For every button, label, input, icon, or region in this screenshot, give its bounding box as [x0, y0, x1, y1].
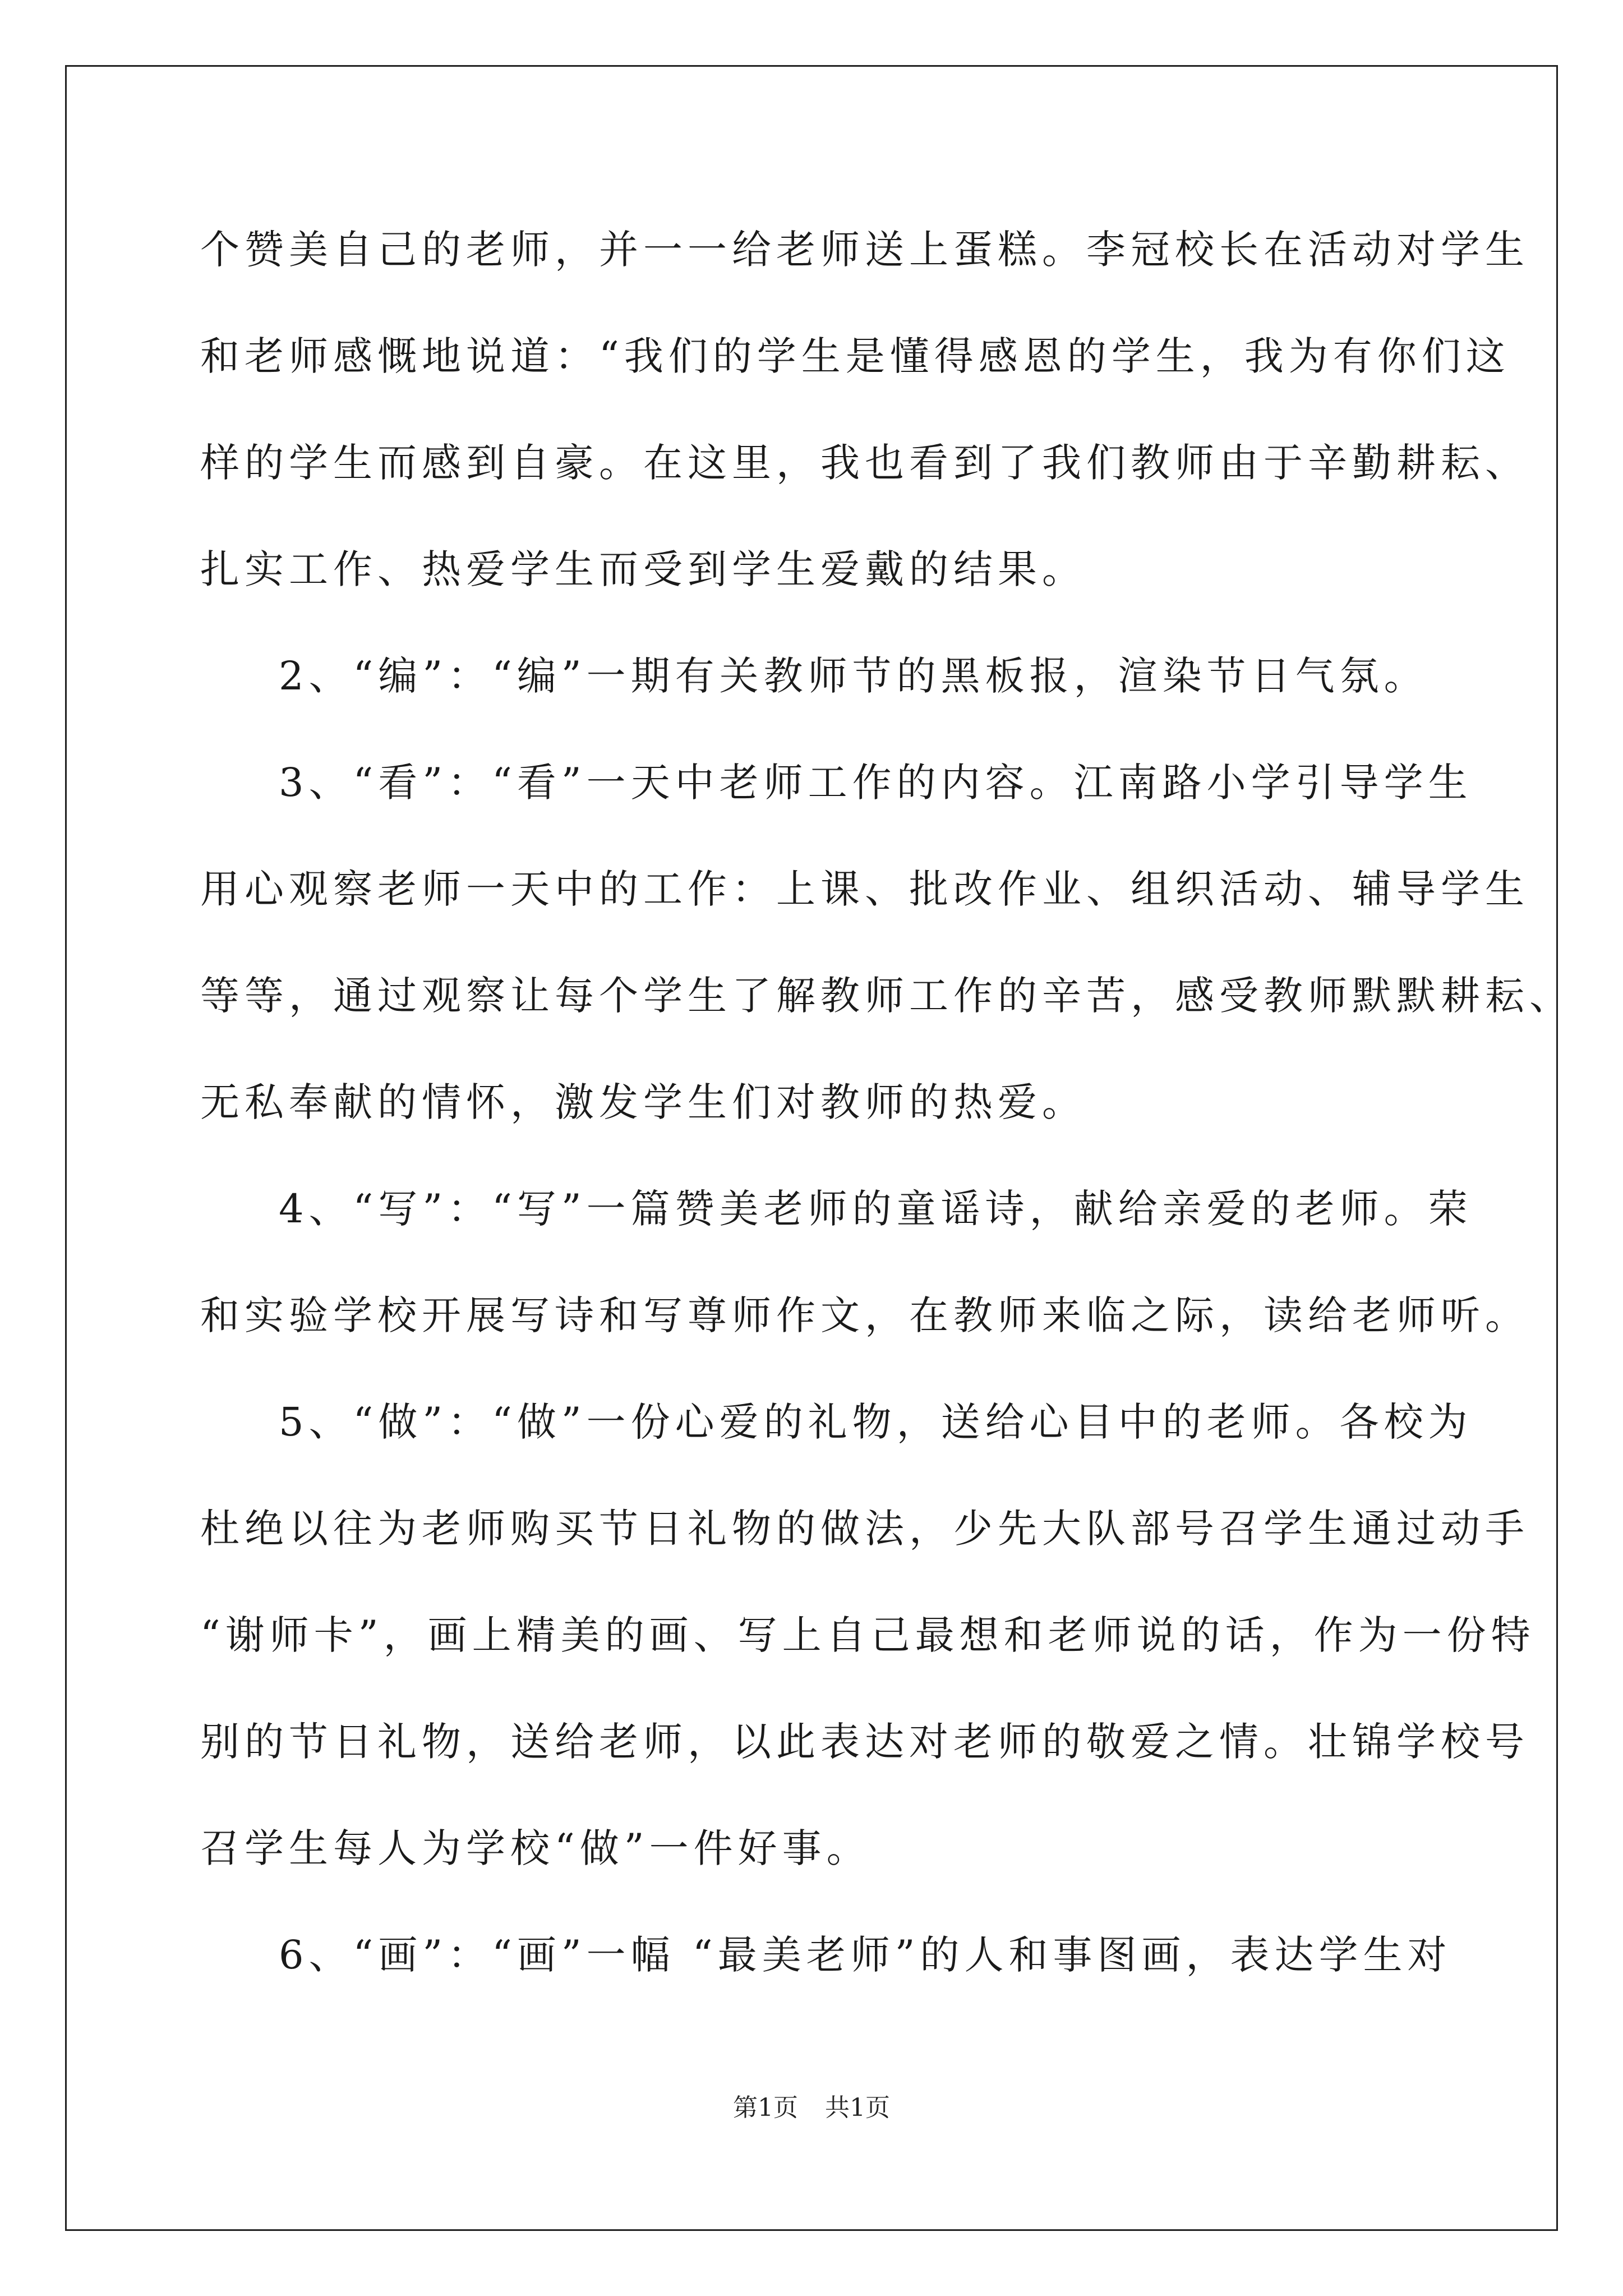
text-line: 个赞美自己的老师，并一一给老师送上蛋糕。李冠校长在活动对学生	[200, 227, 1529, 273]
text-line: 和实验学校开展写诗和写尊师作文，在教师来临之际，读给老师听。	[200, 1292, 1529, 1338]
text-line: 5、“做”：“做”一份心爱的礼物，送给心目中的老师。各校为	[279, 1399, 1473, 1445]
document-body	[200, 219, 1574, 2031]
text-line: 扎实工作、热爱学生而受到学生爱戴的结果。	[200, 546, 1086, 592]
page-total: 共1页	[825, 2093, 890, 2122]
text-line: 样的学生而感到自豪。在这里，我也看到了我们教师由于辛勤耕耘、	[200, 440, 1529, 486]
text-line: 2、“编”：“编”一期有关教师节的黑板报，渲染节日气氛。	[279, 653, 1428, 699]
text-line: 用心观察老师一天中的工作：上课、批改作业、组织活动、辅导学生	[200, 866, 1529, 912]
text-line: 6、“画”：“画”一幅 “最美老师”的人和事图画，表达学生对	[279, 1932, 1452, 1978]
text-line: 4、“写”：“写”一篇赞美老师的童谣诗，献给亲爱的老师。荣	[279, 1186, 1473, 1232]
text-line: 3、“看”：“看”一天中老师工作的内容。江南路小学引导学生	[279, 760, 1473, 806]
text-line: 和老师感慨地说道：“我们的学生是懂得感恩的学生，我为有你们这	[200, 333, 1510, 379]
text-line: 别的节日礼物，送给老师，以此表达对老师的敬爱之情。壮锦学校号	[200, 1719, 1529, 1765]
text-line: 等等，通过观察让每个学生了解教师工作的辛苦，感受教师默默耕耘、	[200, 973, 1574, 1019]
text-line: 无私奉献的情怀，激发学生们对教师的热爱。	[200, 1079, 1086, 1125]
page-footer	[0, 2091, 1623, 2125]
text-line: 召学生每人为学校“做”一件好事。	[200, 1825, 871, 1871]
text-line: 杜绝以往为老师购买节日礼物的做法，少先大队部号召学生通过动手	[200, 1506, 1529, 1552]
page-number: 第1页	[733, 2093, 798, 2122]
text-line: “谢师卡”，画上精美的画、写上自己最想和老师说的话，作为一份特	[200, 1612, 1536, 1658]
